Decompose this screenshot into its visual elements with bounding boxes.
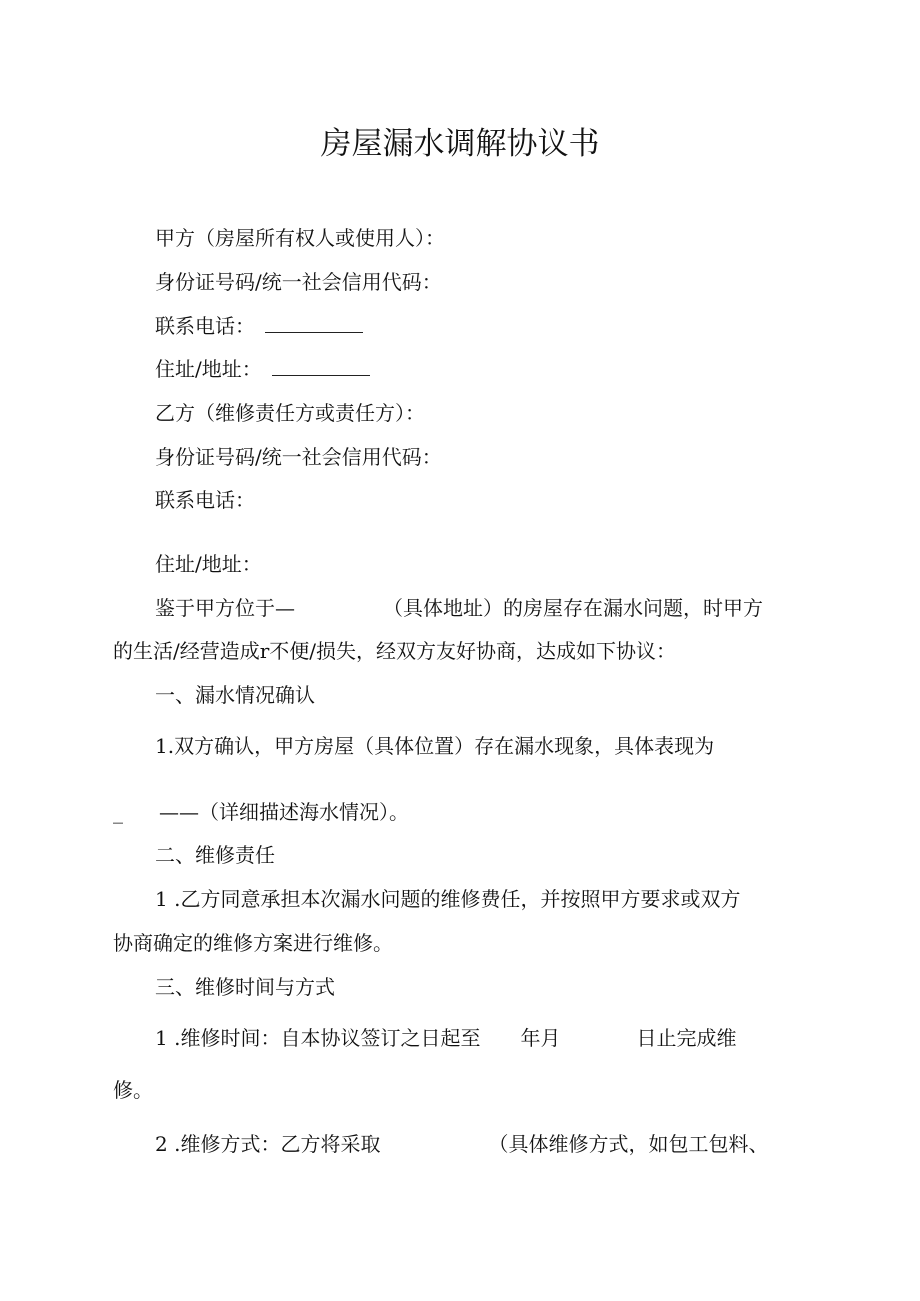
section1-item1-line2 [113,802,409,822]
party-a-phone-row [155,316,363,336]
party-a-address-row [155,359,370,379]
section1-item1-line1: 1.双方确认，甲方房屋（具体位置）存在漏水现象，具体表现为 [155,734,715,758]
section3-item2-part2: （具体维修方式，如包工包料、 [488,1132,769,1156]
section3-item1-line2: 修。 [113,1078,153,1102]
party-b-id-label: 身份证号码/统一社会信用代码： [155,445,442,469]
section1-item1-desc: ——（详细描述海水情况）。 [159,800,409,824]
section3-item1-line1 [155,1028,736,1048]
section3-item1-year-month: 年月 [520,1026,561,1050]
section2-item1-line1: 1 .乙方同意承担本次漏水问题的维修费任，并按照甲方要求或双方 [155,887,741,911]
party-b-phone-label: 联系电话： [155,488,255,512]
section2-item1-line2: 协商确定的维修方案进行维修。 [113,931,393,955]
section3-item1-part1: 1 .维修时间：自本协议签订之日起至 [155,1026,481,1050]
section3-item2-line1 [155,1134,768,1154]
party-b-label: 乙方（维修责任方或责任方）： [155,401,425,425]
preamble-line1 [155,598,763,618]
party-a-address-blank [272,361,370,376]
section2-heading: 二、维修责任 [155,843,275,867]
party-a-address-label: 住址/地址： [155,357,262,381]
party-a-id-label: 身份证号码/统一社会信用代码： [155,270,442,294]
preamble-line2: 的生活/经营造成r不便/损失，经双方友好协商，达成如下协议： [113,639,677,663]
section1-heading: 一、漏水情况确认 [155,683,315,707]
section3-item1-part2: 日止完成维 [636,1026,737,1050]
party-b-address-label: 住址/地址： [155,552,262,576]
preamble-part2: （具体地址）的房屋存在漏水问题，时甲方 [383,596,763,620]
preamble-part1: 鉴于甲方位于— [155,596,295,620]
party-a-phone-label: 联系电话： [155,314,255,338]
document-title: 房屋漏水调解协议书 [320,126,600,162]
section1-item1-blank: _ [113,800,123,824]
section3-item2-part1: 2 .维修方式：乙方将采取 [155,1132,381,1156]
section3-heading: 三、维修时间与方式 [155,975,335,999]
party-a-phone-blank [265,318,363,333]
party-a-label: 甲方（房屋所有权人或使用人）： [155,226,445,250]
